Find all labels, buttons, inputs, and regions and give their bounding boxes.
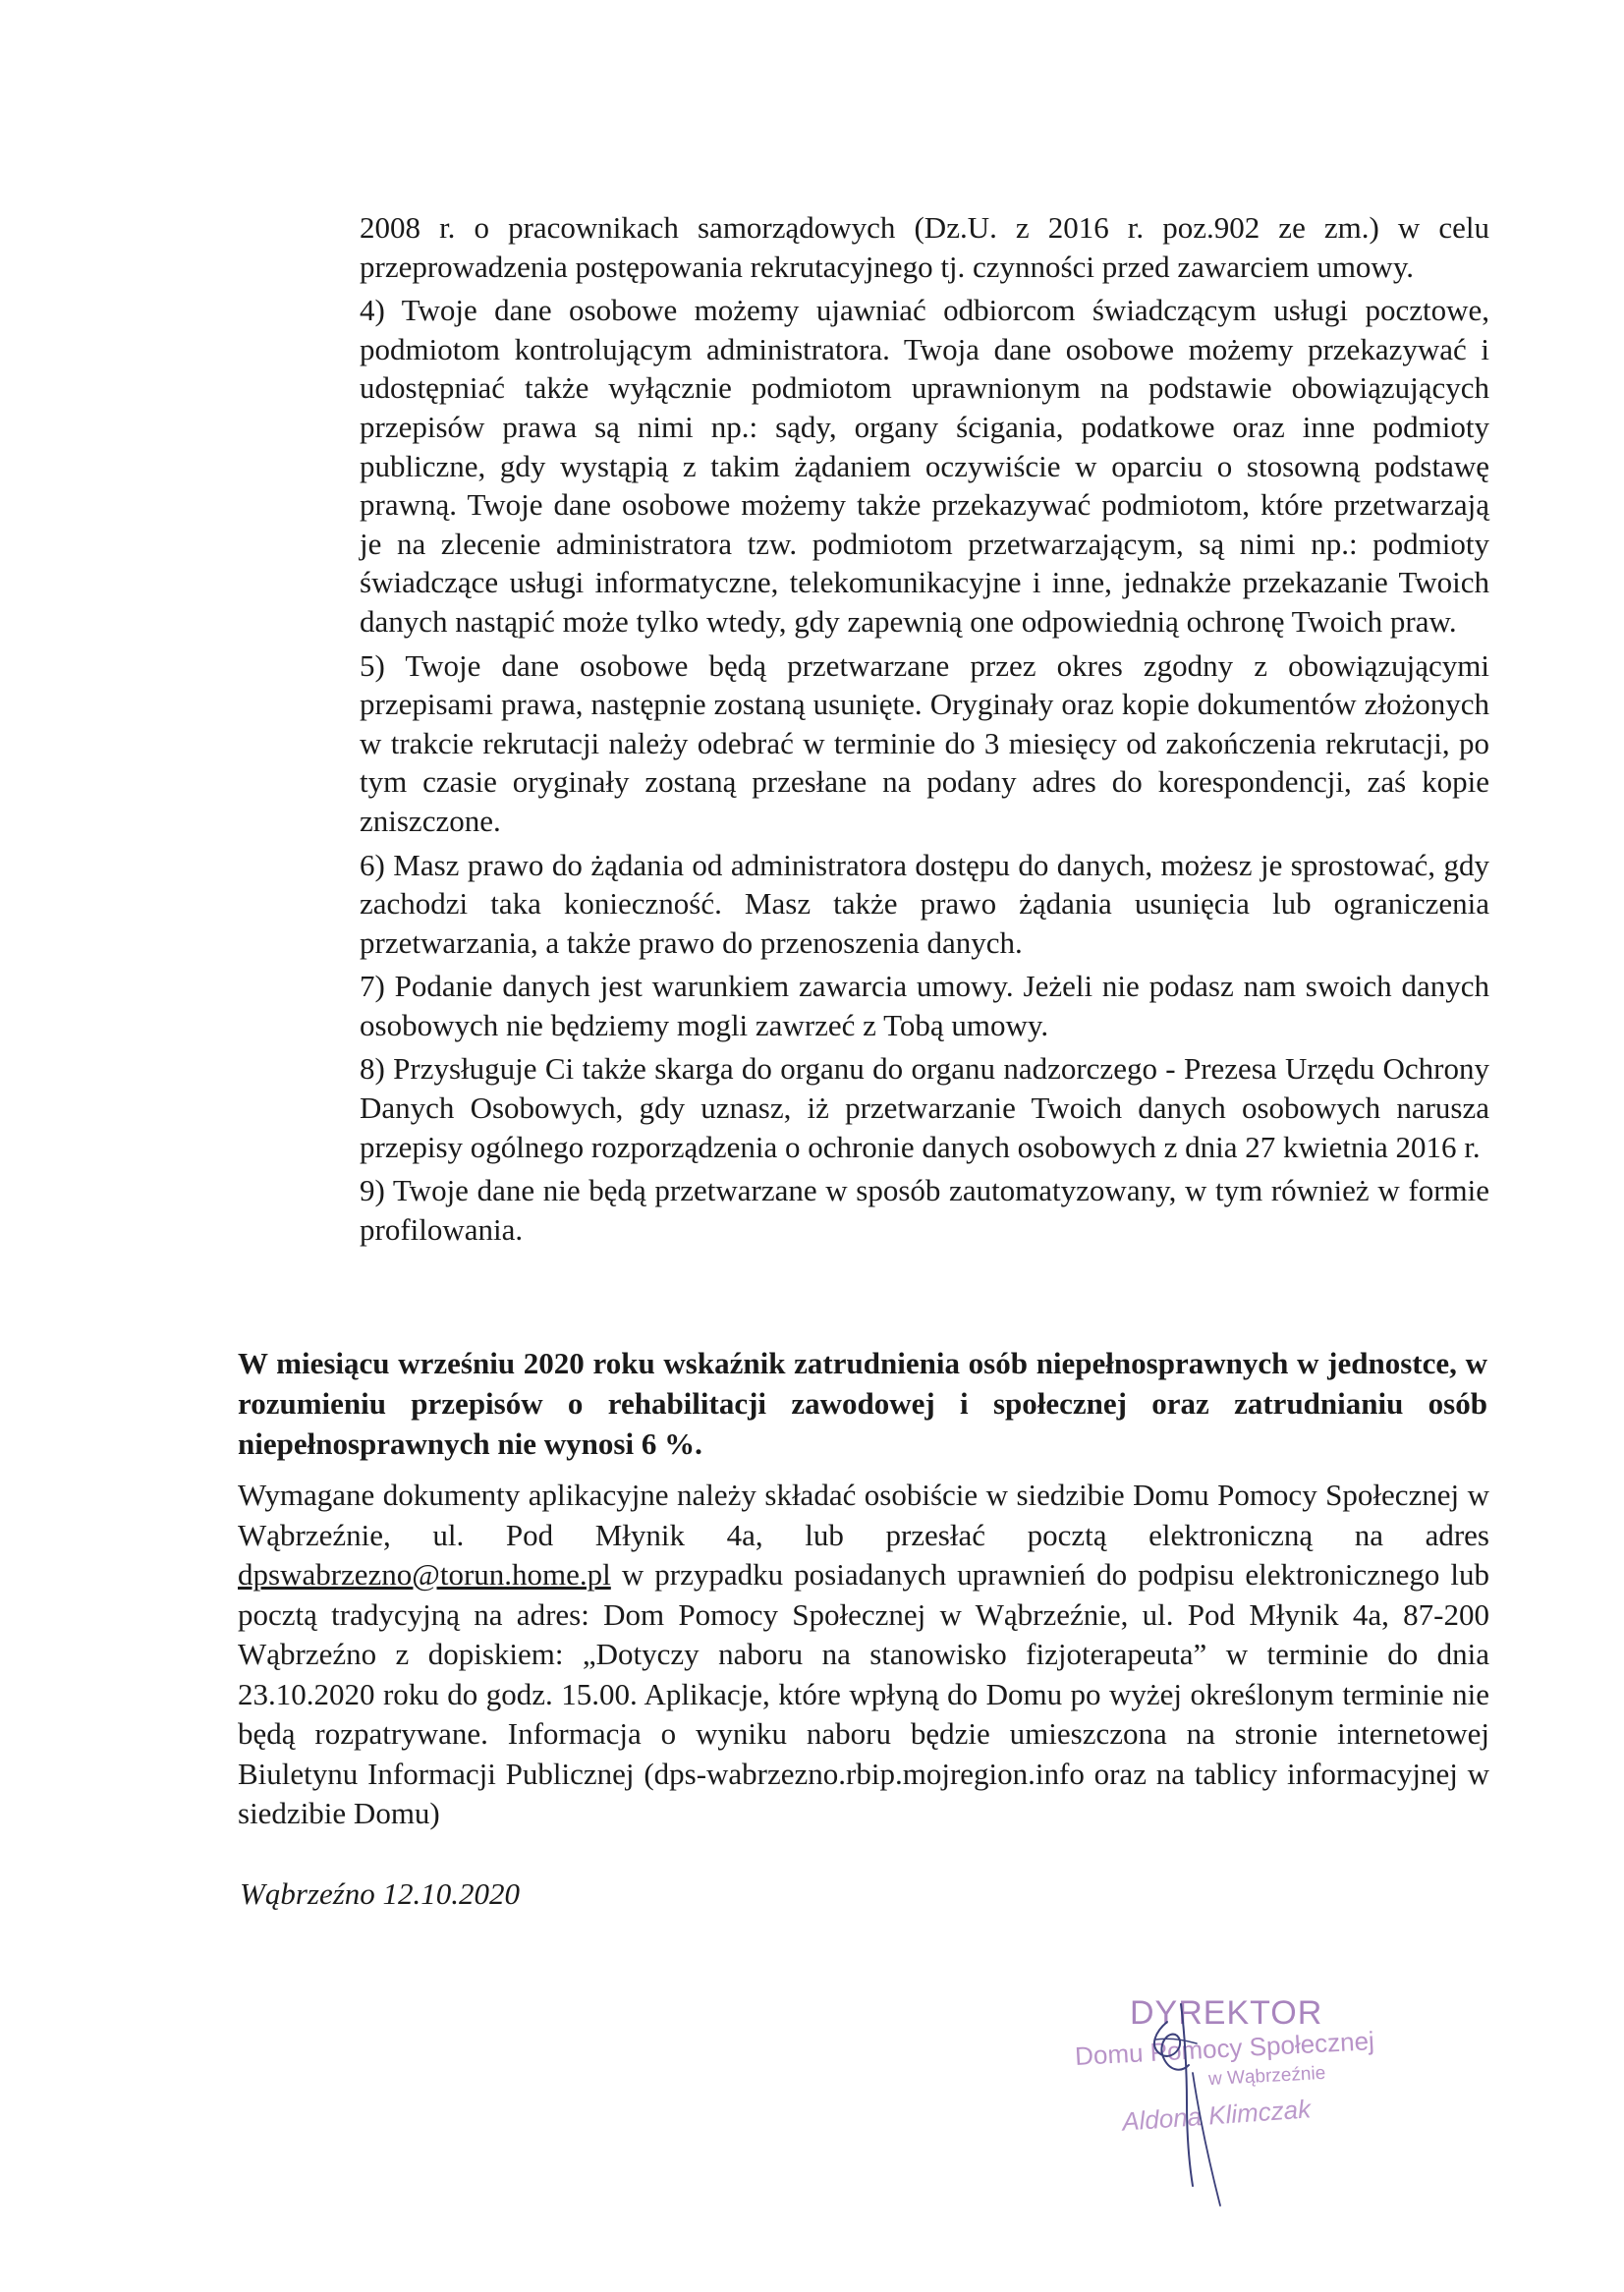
director-stamp — [1061, 1975, 1385, 2220]
email-link[interactable]: dpswabrzezno@torun.home.pl — [238, 1557, 611, 1592]
instructions-text-before-email: Wymagane dokumenty aplikacyjne należy składać osobiście w siedzibie Domu Pomocy Społecznej w Wąbrzeźnie, ul. Pod Młynik 4a, lub przesłać pocztą elektroniczną na adres — [238, 1478, 1489, 1552]
handwritten-signature — [1061, 1975, 1385, 2220]
stamp-name: Aldona Klimczak — [1121, 2094, 1312, 2137]
list-item-6: 6) Masz prawo do żądania od administratora dostępu do danych, możesz je sprostować, gdy zachodzi taka konieczność. Masz także prawo żądania usunięcia lub ograniczenia przetwarzania, a także prawo do przenoszenia danych. — [360, 847, 1489, 960]
list-item-7: 7) Podanie danych jest warunkiem zawarcia umowy. Jeżeli nie podasz nam swoich danych osobowych nie będziemy mogli zawrzeć z Tobą umowy. — [360, 969, 1489, 1042]
list-item-3-continuation: 2008 r. o pracownikach samorządowych (Dz.U. z 2016 r. poz.902 ze zm.) w celu przeprowadzenia postępowania rekrutacyjnego tj. czynności przed zawarciem umowy. — [360, 210, 1489, 284]
list-item-8: 8) Przysługuje Ci także skarga do organu do organu nadzorczego - Prezesa Urzędu Ochrony Danych Osobowych, gdy uznasz, iż przetwarzanie Twoich danych osobowych narusza przepisy ogólnego rozporządzenia o ochronie danych osobowych z dnia 27 kwietnia 2016 r. — [360, 1051, 1489, 1164]
place-and-date: Wąbrzeźno 12.10.2020 — [240, 1876, 521, 1911]
application-instructions — [238, 1476, 1489, 1834]
stamp-city: w Wąbrzeźnie — [1207, 2062, 1326, 2091]
rodo-clause-list — [360, 208, 1489, 1254]
list-item-5: 5) Twoje dane osobowe będą przetwarzane przez okres zgodny z obowiązującymi przepisami prawa, następnie zostaną usunięte. Oryginały oraz kopie dokumentów złożonych w trakcie rekrutacji należy odebrać w terminie do 3 miesięcy od zakończenia rekrutacji, po tym czasie oryginały zostaną przesłane na podany adres do korespondencji, zaś kopie zniszczone. — [360, 647, 1489, 838]
stamp-title: DYREKTOR — [1130, 1994, 1323, 2032]
employment-indicator-statement: W miesiącu wrześniu 2020 roku wskaźnik zatrudnienia osób niepełnosprawnych w jednostce, w rozumieniu przepisów o rehabilitacji zawodowej i społecznej oraz zatrudnianiu osób niepełnosprawnych nie wynosi 6 %. — [238, 1346, 1487, 1461]
instructions-text-after-email: w przypadku posiadanych uprawnień do podpisu elektronicznego lub pocztą tradycyjną na adres: Dom Pomocy Społecznej w Wąbrzeźnie, ul. Pod Młynik 4a, 87-200 Wąbrzeźno z dopiskiem: „Dotyczy naboru na stanowisko fizjoterapeuta” w terminie do dnia 23.10.2020 roku do godz. 15.00. Aplikacje, które wpłyną do Domu po wyżej określonym terminie nie będą rozpatrywane. Informacja o wyniku naboru będzie umieszczona na stronie internetowej Biuletynu Informacji Publicznej (dps-wabrzezno.rbip.mojregion.info oraz na tablicy informacyjnej w siedzibie Domu) — [238, 1557, 1489, 1830]
list-item-9: 9) Twoje dane nie będą przetwarzane w sposób zautomatyzowany, w tym również w formie profilowania. — [360, 1173, 1489, 1247]
list-item-4: 4) Twoje dane osobowe możemy ujawniać odbiorcom świadczącym usługi pocztowe, podmiotom kontrolującym administratora. Twoja dane osobowe możemy przekazywać i udostępniać także wyłącznie podmiotom uprawnionym na podstawie obowiązujących przepisów prawa są nimi np.: sądy, organy ścigania, podatkowe oraz inne podmioty publiczne, gdy wystąpią z takim żądaniem oczywiście w oparciu o stosowną podstawę prawną. Twoje dane osobowe możemy także przekazywać podmiotom, które przetwarzają je na zlecenie administratora tzw. podmiotom przetwarzającym, są nimi np.: podmioty świadczące usługi informatyczne, telekomunikacyjne i inne, jednakże przekazanie Twoich danych nastąpić może tylko wtedy, gdy zapewnią one odpowiednią ochronę Twoich praw. — [360, 293, 1489, 639]
stamp-organization: Domu Pomocy Społecznej — [1074, 2026, 1375, 2071]
